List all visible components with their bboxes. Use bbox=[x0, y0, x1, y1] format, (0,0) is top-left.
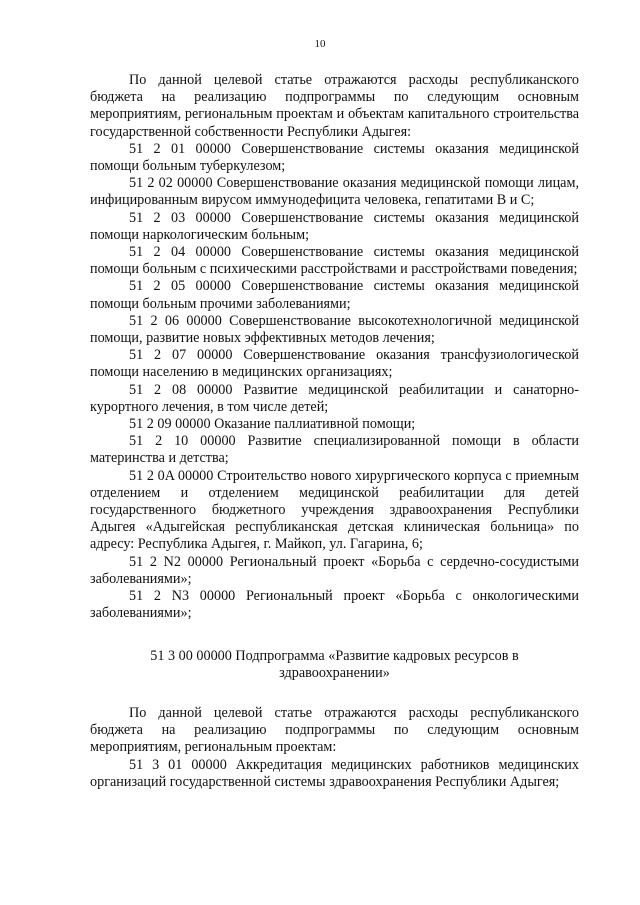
list-item: 51 2 01 00000 Совершенствование системы оказания медицинской помощи больным туберкулезом; bbox=[90, 140, 579, 175]
list-item: 51 2 03 00000 Совершенствование системы оказания медицинской помощи наркологическим больным; bbox=[90, 209, 579, 243]
list-item: 51 2 0A 00000 Строительство нового хирургического корпуса с приемным отделением и отделением медицинской реабилитации для детей государственного бюджетного учреждения здравоохранения Республики Адыгея «Адыгейская республиканская детская клиническая больница» по адресу: Республика Адыгея, г. Майкоп, ул. Гагарина, 6; bbox=[90, 467, 579, 553]
list-item: 51 2 N3 00000 Региональный проект «Борьба с онкологическими заболеваниями»; bbox=[90, 588, 579, 622]
list-item: 51 2 06 00000 Совершенствование высокотехнологичной медицинской помощи, развитие новых эффективных методов лечения; bbox=[90, 312, 579, 347]
list-item: 51 2 05 00000 Совершенствование системы оказания медицинской помощи больным прочими заболеваниями; bbox=[90, 278, 579, 312]
list-item: 51 2 10 00000 Развитие специализированной помощи в области материнства и детства; bbox=[90, 433, 579, 467]
section1-intro: По данной целевой статье отражаются расходы республиканского бюджета на реализацию подпрограммы по следующим основным мероприятиям, региональным проектам и объектам капитального строительства государственной собственности Республики Адыгея: bbox=[90, 72, 579, 140]
list-item: 51 2 09 00000 Оказание паллиативной помощи; bbox=[129, 416, 416, 433]
page-number: 10 bbox=[314, 38, 326, 50]
section2-heading: 51 3 00 00000 Подпрограмма «Развитие кадровых ресурсов в здравоохранении» bbox=[150, 647, 519, 681]
document-body bbox=[90, 72, 579, 791]
list-item: 51 2 02 00000 Совершенствование оказания медицинской помощи лицам, инфицированным вирусом иммунодефицита человека, гепатитами B и C; bbox=[90, 175, 579, 209]
list-item: 51 3 01 00000 Аккредитация медицинских работников медицинских организаций государственной системы здравоохранения Республики Адыгея; bbox=[90, 756, 579, 790]
list-item: 51 2 07 00000 Совершенствование оказания трансфузиологической помощи населению в медицинских организациях; bbox=[90, 347, 579, 381]
list-item: 51 2 08 00000 Развитие медицинской реабилитации и санаторно-курортного лечения, в том числе детей; bbox=[90, 381, 579, 415]
section2-intro: По данной целевой статье отражаются расходы республиканского бюджета на реализацию подпрограммы по следующим основным мероприятиям, региональным проектам: bbox=[90, 704, 579, 756]
list-item: 51 2 N2 00000 Региональный проект «Борьба с сердечно-сосудистыми заболеваниями»; bbox=[90, 553, 579, 587]
list-item: 51 2 04 00000 Совершенствование системы оказания медицинской помощи больным с психическими расстройствами и расстройствами поведения; bbox=[90, 244, 579, 278]
